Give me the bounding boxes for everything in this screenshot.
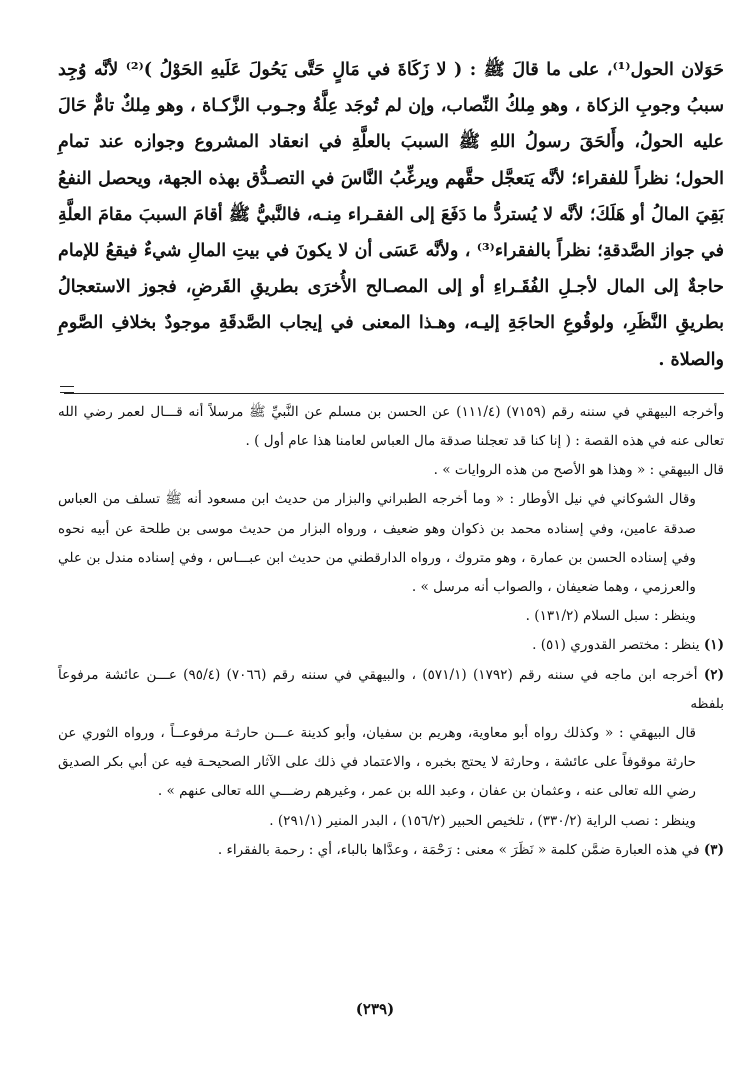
footnote-continuation-2: قال البيهقي : « وهذا هو الأصح من هذه الروايات » .	[433, 462, 724, 479]
main-text	[58, 52, 724, 378]
footnote-text: ينظر : مختصر القدوري (٥١) .	[532, 637, 700, 654]
footnote-number: (٣)	[703, 841, 724, 858]
footnote-3	[58, 836, 724, 865]
footnote-separator	[64, 393, 724, 394]
page-number: (٢٣٩)	[355, 1000, 395, 1018]
main-paragraph: حَوَلان الحول⁽¹⁾، على ما قالَ ﷺ : ( لا زَكَاةَ في مَالٍ حَتَّى يَحُولَ عَلَيهِ الحَوْلُ )⁽²⁾ لأنَّه وُجِد سببُ وجوبِ الزكاة ، وهو مِلكُ النِّصاب، وإن لم تُوجَد عِلَّةُ وجـوب الزَّكـاة ، وهو مِلكٌ تامٌّ حَالَ عليه الحولُ، وأَلحَقَ رسولُ اللهِ ﷺ السببَ بالعلَّةِ في انعقاد المشروع وجوازه عند تمامِ الحول؛ نظراً للفقراء؛ لأنَّه يَتعجَّل حقَّهم ويرغِّبُ النَّاسَ في التصـدُّق بهذه الجهة، ويحصل النفعُ بَقِيَ المالُ أو هَلَكَ؛ لأنَّه لا يُستردُّ ما دَفَعَ إلى الفقـراء مِنـه، فالنَّبيُّ ﷺ أقامَ السببَ مقامَ العلَّةِ في جواز الصَّدقةِ؛ نظراً بالفقراء⁽³⁾ ، ولأنَّه عَسَى أن لا يكونَ في بيتِ المالِ شيءٌ فيقعُ للإمام حاجةٌ إلى المال لأجـلِ الفُقَـراءِ أو إلى المصـالح الأُخرَى بطريقِ القَرضِ، فجوز الاستعجالُ بطريقِ النَّظَرِ، ولوقُوعِ الحاجَةِ إليـه، وهـذا المعنى في إيجاب الصَّدقَةِ موجودٌ بخلافِ الصَّومِ والصلاة .	[58, 60, 724, 370]
footnote-number: (١)	[703, 637, 724, 654]
footnotes	[58, 398, 724, 865]
footnote-continuation-1: وأخرجه البيهقي في سننه رقم (٧١٥٩) (١١١/٤) عن الحسن بن مسلم عن النَّبيِّ ﷺ مرسلاً أنه قـــال لعمر رضي الله تعالى عنه في هذه القصة : ( إنا كنا قد تعجلنا صدقة مال العباس لعامنا هذا عام أول ) .	[58, 403, 725, 450]
footnote-continuation-4: وينظر : سبل السلام (١٣١/٢) .	[525, 608, 696, 625]
separator-mark	[60, 386, 74, 393]
footnote-number: (٢)	[703, 666, 724, 683]
footnote-2-references: وينظر : نصب الراية (٣٣٠/٢) ، تلخيص الحبير (١٥٦/٢) ، البدر المنير (٢٩١/١) .	[269, 812, 696, 829]
footnote-continuation-3: وقال الشوكاني في نيل الأوطار : « وما أخرجه الطبراني والبزار من حديث ابن مسعود أنه ﷺ تسلف من العباس صدقة عامين، وفي إسناده محمد بن ذكوان وهو ضعيف ، ورواه البزار من حديث موسى بن طلحة عن أبيه نحوه وفي إسناده الحسن بن عمارة ، وهو متروك ، ورواه الدارقطني من حديث ابن عبـــاس ، وفي إسناده مندل بن علي والعرزمي ، وهما ضعيفان ، والصواب أنه مرسل » .	[58, 491, 696, 596]
footnote-1	[58, 631, 724, 660]
page-body	[58, 52, 724, 865]
footnote-2	[58, 661, 724, 719]
footnote-2-continued: قال البيهقي : « وكذلك رواه أبو معاوية، وهريم بن سفيان، وأبو كدينة عـــن حارثـة مرفوعــاً ، ورواه الثوري عن حارثة موقوفاً على عائشة ، وحارثة لا يحتج بخبره ، والاعتماد في ذلك على الآثار الصحيحـة فيه عن أبي بكر الصديق رضي الله تعالى عنه ، وعثمان بن عفان ، وعبد الله بن عمر ، وغيرهم رضـــي الله تعالى عنهم » .	[58, 725, 696, 800]
footnote-text: في هذه العبارة ضمَّن كلمة « نَظَرَ » معنى : رَحْمَة ، وعدَّاها بالباء، أي : رحمة بالفقراء .	[217, 841, 700, 858]
footnote-text: أخرجه ابن ماجه في سننه رقم (١٧٩٢) (٥٧١/١) ، والبيهقي في سننه رقم (٧٠٦٦) (٩٥/٤) عـــن عائشة مرفوعاً بلفظه	[58, 666, 724, 712]
